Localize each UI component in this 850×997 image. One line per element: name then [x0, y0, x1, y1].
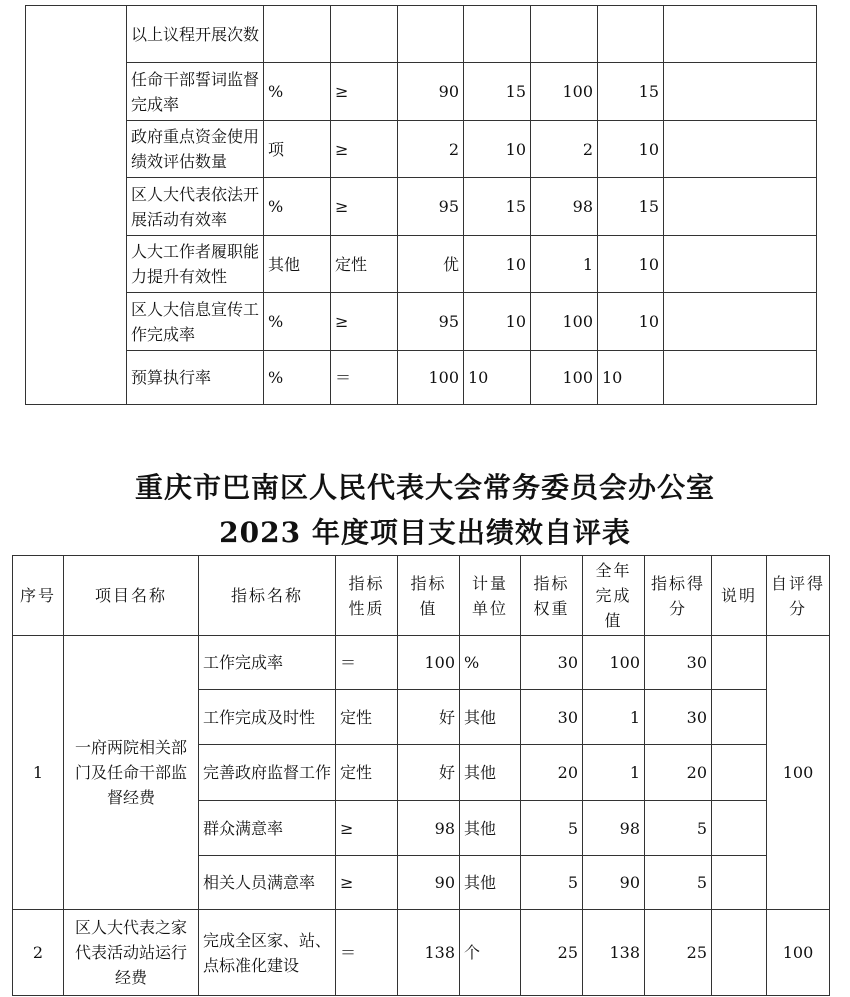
table-row [13, 636, 830, 690]
score-cell: 15 [598, 63, 664, 121]
self-score-cell: 100 [767, 636, 830, 910]
self-evaluation-table [12, 555, 830, 996]
nature-cell: ≥ [336, 801, 398, 856]
target-cell: 优 [398, 236, 464, 293]
note-cell [712, 910, 767, 996]
header-self-score: 自评得分 [767, 556, 830, 636]
actual-cell: 100 [583, 636, 645, 690]
score-cell: 10 [598, 236, 664, 293]
indicator-name: 以上议程开展次数 [127, 6, 264, 63]
weight-cell: 10 [464, 293, 531, 351]
operator-cell: ≥ [331, 63, 398, 121]
score-cell [598, 6, 664, 63]
table-row [13, 910, 830, 996]
target-cell: 95 [398, 293, 464, 351]
weight-cell: 30 [521, 690, 583, 745]
indicator-name: 完善政府监督工作 [199, 745, 336, 801]
header-indicator: 指标名称 [199, 556, 336, 636]
actual-cell: 100 [531, 63, 598, 121]
actual-cell: 1 [531, 236, 598, 293]
table-row [26, 293, 817, 351]
blank-cell [664, 293, 817, 351]
target-cell: 138 [398, 910, 460, 996]
header-row [13, 556, 830, 636]
indicator-name: 区人大代表依法开展活动有效率 [127, 178, 264, 236]
target-cell: 2 [398, 121, 464, 178]
score-cell: 10 [598, 121, 664, 178]
indicator-name: 相关人员满意率 [199, 856, 336, 910]
score-cell: 20 [645, 745, 712, 801]
target-cell [398, 6, 464, 63]
unit-cell [264, 6, 331, 63]
header-nature: 指标性质 [336, 556, 398, 636]
score-cell: 25 [645, 910, 712, 996]
actual-cell: 100 [531, 293, 598, 351]
blank-cell [664, 351, 817, 405]
indicator-name: 政府重点资金使用绩效评估数量 [127, 121, 264, 178]
indicator-name: 完成全区家、站、点标准化建设 [199, 910, 336, 996]
actual-cell: 1 [583, 745, 645, 801]
note-cell [712, 856, 767, 910]
weight-cell: 5 [521, 856, 583, 910]
target-cell: 好 [398, 745, 460, 801]
table-row [26, 6, 817, 63]
self-score-cell: 100 [767, 910, 830, 996]
table-row [26, 236, 817, 293]
project-name: 一府两院相关部门及任命干部监督经费 [64, 636, 199, 910]
page-title-line-2: 2023 年度项目支出绩效自评表 [219, 516, 631, 549]
nature-cell: ＝ [336, 910, 398, 996]
indicator-name: 群众满意率 [199, 801, 336, 856]
actual-cell: 98 [583, 801, 645, 856]
operator-cell: ＝ [331, 351, 398, 405]
unit-cell: % [264, 178, 331, 236]
actual-cell: 138 [583, 910, 645, 996]
header-seq: 序号 [13, 556, 64, 636]
actual-cell [531, 6, 598, 63]
unit-cell: 其他 [460, 690, 521, 745]
target-cell: 好 [398, 690, 460, 745]
weight-cell: 15 [464, 178, 531, 236]
weight-cell: 10 [464, 351, 531, 405]
header-actual: 全年完成值 [583, 556, 645, 636]
table-row [26, 121, 817, 178]
actual-cell: 100 [531, 351, 598, 405]
target-cell: 95 [398, 178, 464, 236]
weight-cell: 25 [521, 910, 583, 996]
unit-cell: 其他 [460, 801, 521, 856]
unit-cell: % [264, 293, 331, 351]
header-score: 指标得分 [645, 556, 712, 636]
actual-cell: 2 [531, 121, 598, 178]
actual-cell: 90 [583, 856, 645, 910]
target-cell: 100 [398, 351, 464, 405]
note-cell [712, 636, 767, 690]
note-cell [712, 801, 767, 856]
score-cell: 5 [645, 801, 712, 856]
nature-cell: ＝ [336, 636, 398, 690]
indicator-name: 任命干部誓词监督完成率 [127, 63, 264, 121]
header-project: 项目名称 [64, 556, 199, 636]
score-cell: 15 [598, 178, 664, 236]
blank-cell [664, 121, 817, 178]
project-name: 区人大代表之家代表活动站运行经费 [64, 910, 199, 996]
score-cell: 10 [598, 293, 664, 351]
target-cell: 90 [398, 856, 460, 910]
weight-cell: 5 [521, 801, 583, 856]
indicator-name: 预算执行率 [127, 351, 264, 405]
table-row [26, 351, 817, 405]
merged-left-cell [26, 6, 127, 405]
indicator-name: 工作完成率 [199, 636, 336, 690]
table-row [26, 63, 817, 121]
actual-cell: 98 [531, 178, 598, 236]
header-weight: 指标权重 [521, 556, 583, 636]
unit-cell: 其他 [460, 745, 521, 801]
operator-cell: ≥ [331, 293, 398, 351]
page-title-line-1: 重庆市巴南区人民代表大会常务委员会办公室 [134, 471, 715, 504]
weight-cell: 30 [521, 636, 583, 690]
unit-cell: % [264, 63, 331, 121]
target-cell: 90 [398, 63, 464, 121]
score-cell: 5 [645, 856, 712, 910]
nature-cell: 定性 [336, 690, 398, 745]
target-cell: 100 [398, 636, 460, 690]
actual-cell: 1 [583, 690, 645, 745]
weight-cell: 10 [464, 121, 531, 178]
header-note: 说明 [712, 556, 767, 636]
note-cell [712, 745, 767, 801]
unit-cell: 个 [460, 910, 521, 996]
unit-cell: % [460, 636, 521, 690]
indicator-name: 工作完成及时性 [199, 690, 336, 745]
operator-cell: ≥ [331, 178, 398, 236]
blank-cell [664, 63, 817, 121]
project-seq: 1 [13, 636, 64, 910]
indicator-name: 人大工作者履职能力提升有效性 [127, 236, 264, 293]
unit-cell: 其他 [460, 856, 521, 910]
indicator-name: 区人大信息宣传工作完成率 [127, 293, 264, 351]
upper-indicator-table [25, 5, 817, 405]
weight-cell: 15 [464, 63, 531, 121]
weight-cell [464, 6, 531, 63]
score-cell: 30 [645, 690, 712, 745]
nature-cell: ≥ [336, 856, 398, 910]
nature-cell: 定性 [336, 745, 398, 801]
score-cell: 30 [645, 636, 712, 690]
blank-cell [664, 236, 817, 293]
unit-cell: 项 [264, 121, 331, 178]
note-cell [712, 690, 767, 745]
operator-cell [331, 6, 398, 63]
project-seq: 2 [13, 910, 64, 996]
weight-cell: 10 [464, 236, 531, 293]
operator-cell: 定性 [331, 236, 398, 293]
operator-cell: ≥ [331, 121, 398, 178]
header-unit: 计量单位 [460, 556, 521, 636]
header-target: 指标值 [398, 556, 460, 636]
blank-cell [664, 6, 817, 63]
table-row [26, 178, 817, 236]
blank-cell [664, 178, 817, 236]
unit-cell: 其他 [264, 236, 331, 293]
score-cell: 10 [598, 351, 664, 405]
target-cell: 98 [398, 801, 460, 856]
unit-cell: % [264, 351, 331, 405]
weight-cell: 20 [521, 745, 583, 801]
